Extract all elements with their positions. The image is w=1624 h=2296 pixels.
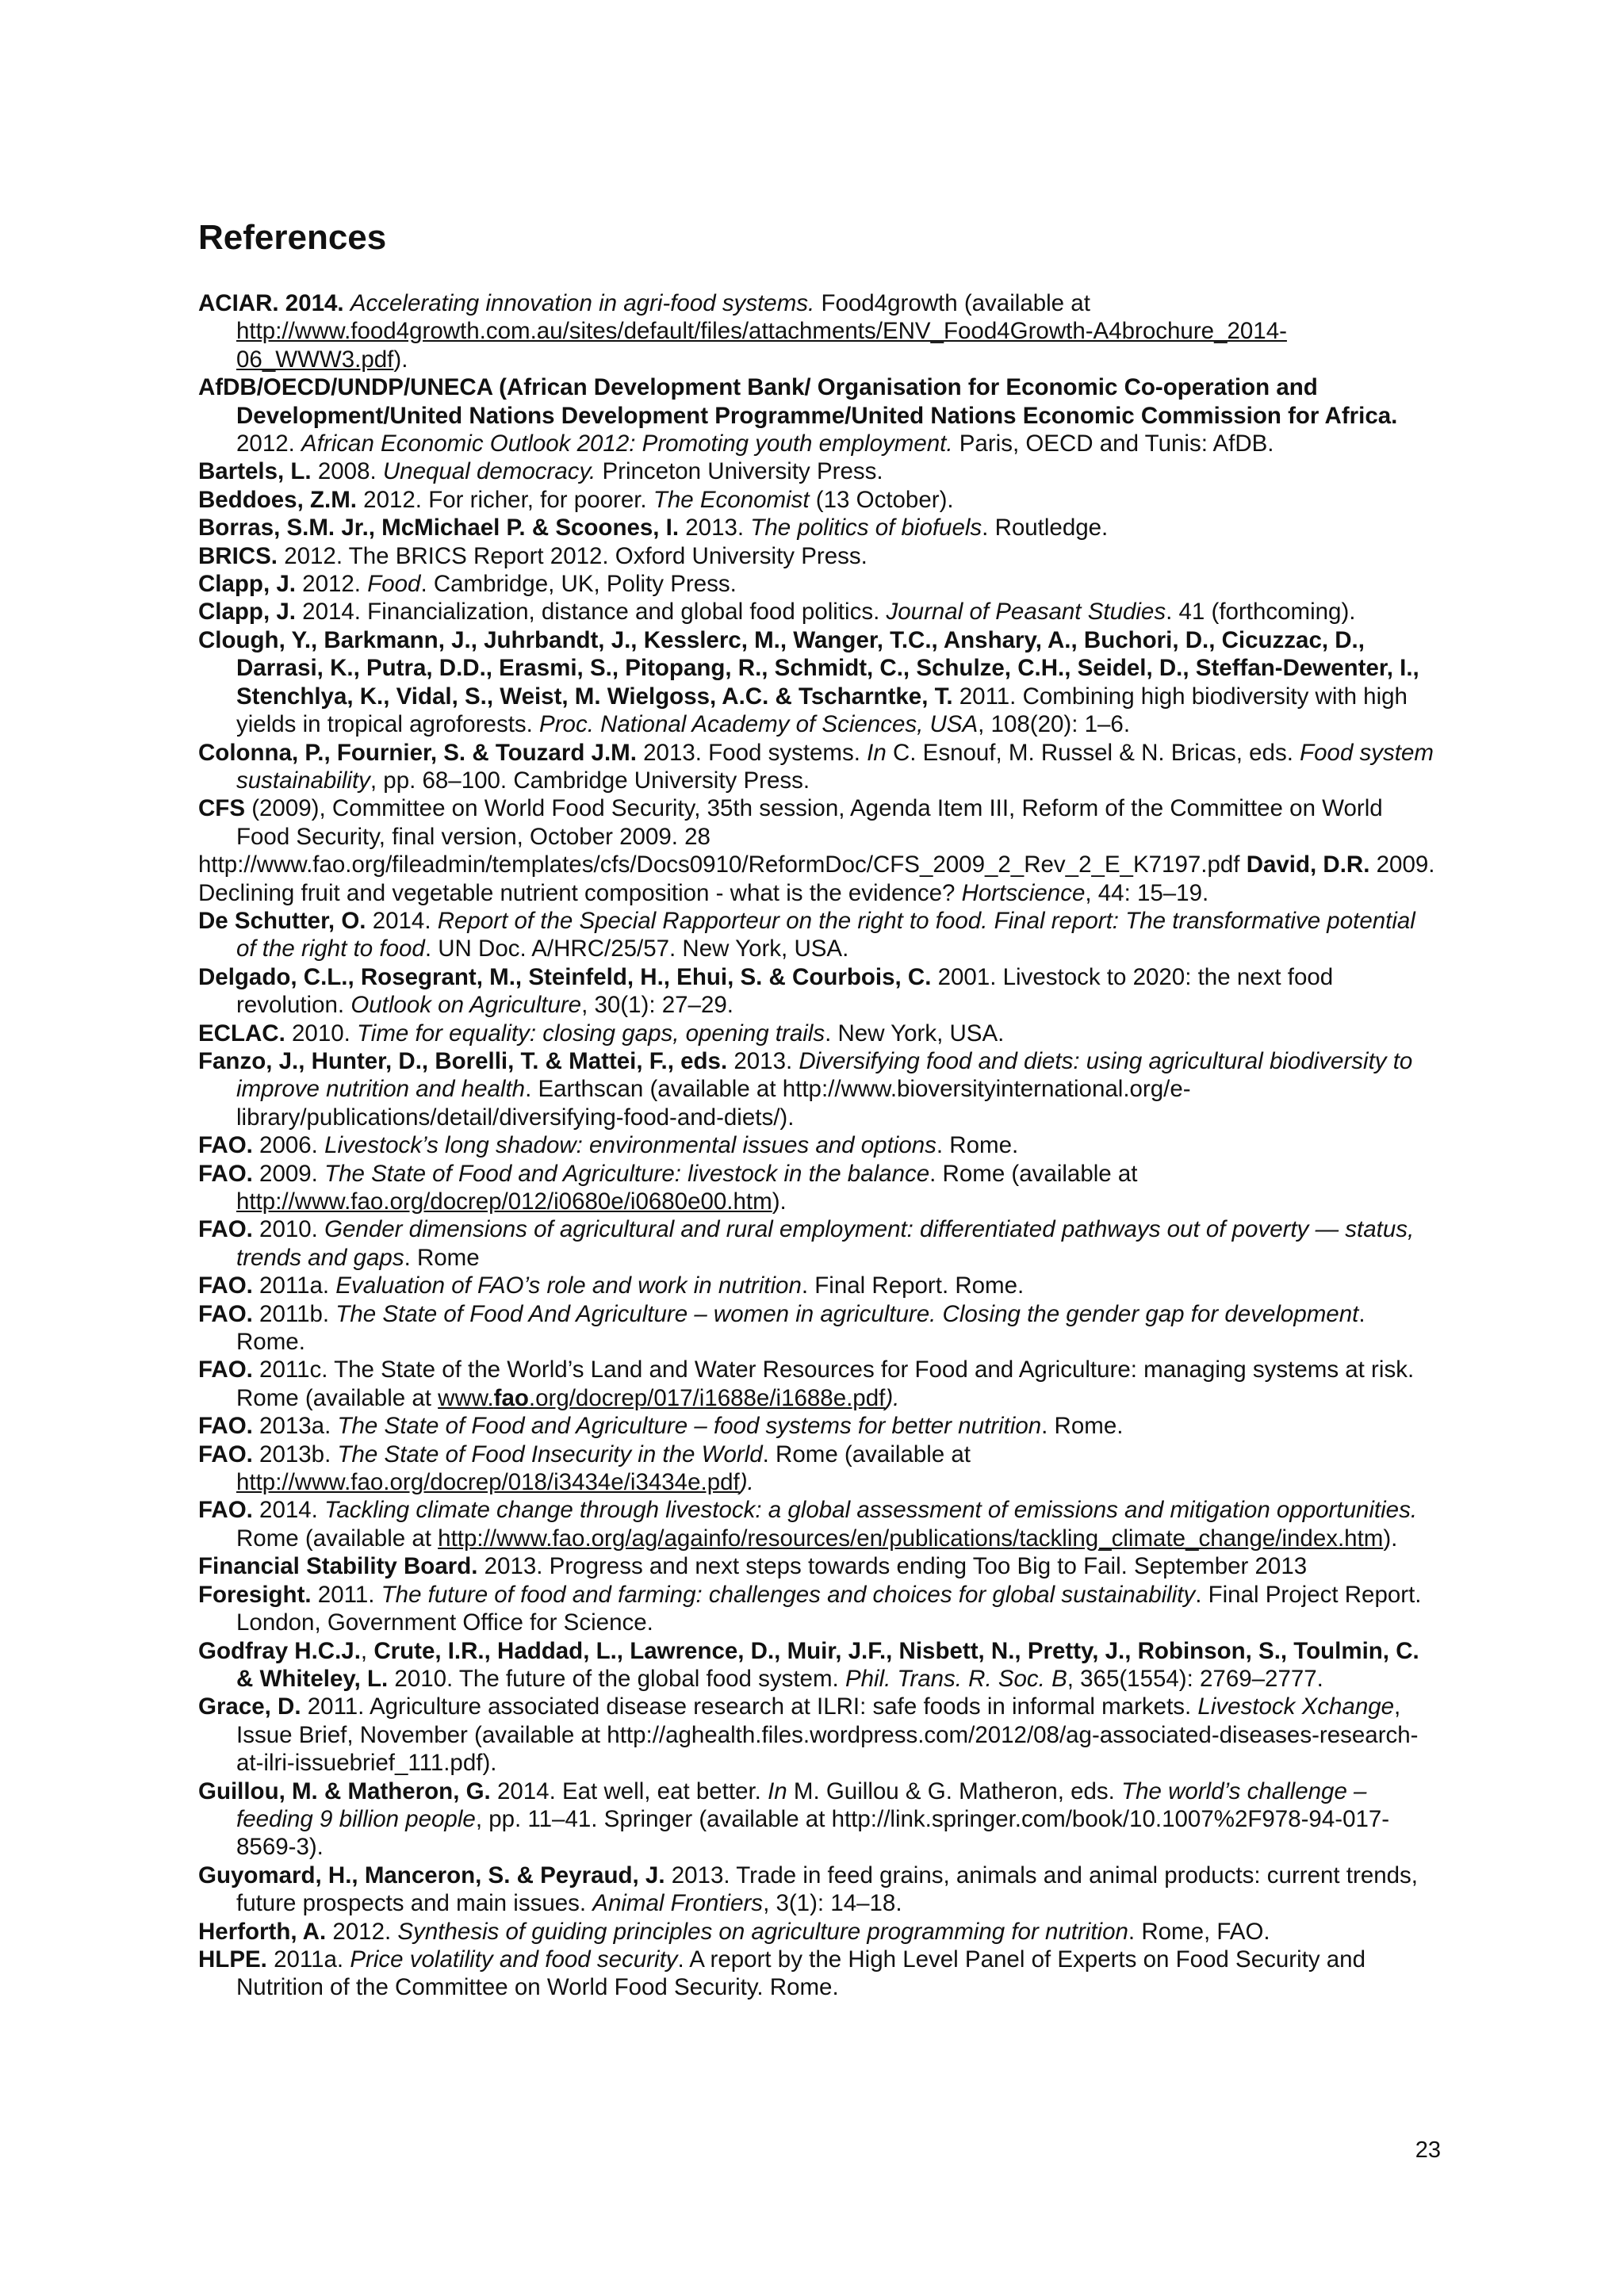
reference-author: FAO. (198, 1272, 253, 1299)
reference-author: BRICS. (198, 542, 278, 569)
reference-year: 2009. (259, 1160, 318, 1187)
reference-year: 2013. (733, 1047, 793, 1074)
reference-item (198, 542, 1435, 570)
reference-title: The State of Food And Agriculture – women in agriculture. Closing the gender gap for development (335, 1300, 1359, 1327)
reference-detail: M. Guillou & G. Matheron, eds. (793, 1777, 1115, 1804)
reference-title: Food system sustainability (236, 739, 1434, 794)
reference-title: Hortscience (961, 879, 1086, 906)
reference-item (198, 1862, 1435, 1918)
reference-year: 2012. For richer, for poorer. (363, 486, 647, 513)
reference-tail: ). (885, 1384, 900, 1411)
reference-author: Guyomard, H., Manceron, S. & Peyraud, J. (198, 1862, 665, 1888)
reference-detail: Paris, OECD and Tunis: AfDB. (959, 430, 1274, 457)
reference-link[interactable]: http://www.fao.org/ag/againfo/resources/en/publications/tackling_climate_change/index.htm (438, 1525, 1384, 1552)
reference-item (198, 626, 1435, 739)
reference-item (198, 289, 1435, 373)
reference-year: 2013. Food systems. (643, 739, 860, 766)
reference-author: ECLAC. (198, 1020, 285, 1047)
reference-author: De Schutter, O. (198, 907, 366, 934)
reference-author: Foresight. (198, 1581, 312, 1608)
reference-detail: . Final Report. Rome. (801, 1272, 1025, 1299)
reference-title: Outlook on Agriculture (350, 992, 582, 1019)
reference-title: Livestock’s long shadow: environmental issues and options (324, 1132, 936, 1159)
reference-year: 2010. (292, 1020, 350, 1047)
reference-link[interactable]: http://www.fao.org/docrep/012/i0680e/i0680e00.htm (236, 1188, 772, 1215)
reference-author: Herforth, A. (198, 1918, 327, 1945)
reference-year: 2006. (259, 1132, 318, 1159)
reference-item (198, 1777, 1435, 1862)
reference-author: Clapp, J. (198, 571, 296, 598)
reference-year: 2013. (685, 515, 745, 541)
reference-item (198, 1300, 1435, 1357)
reference-author: FAO. (198, 1132, 253, 1159)
reference-author: CFS (198, 795, 245, 822)
reference-detail: . UN Doc. A/HRC/25/57. New York, USA. (424, 936, 849, 962)
reference-detail: , 30(1): 27–29. (581, 992, 733, 1019)
reference-item (198, 373, 1435, 457)
reference-author: AfDB/OECD/UNDP/UNECA (African Development Bank/ Organisation for Economic Co-operation and Development/United Nations Development Programme/United Nations Economic Commission for Africa. (198, 374, 1398, 429)
reference-link[interactable]: www.fao.org/docrep/017/i1688e/i1688e.pdf (438, 1384, 886, 1411)
reference-item: Godfray H.C.J., Crute, I.R., Haddad, L., Lawrence, D., Muir, J.F., Nisbett, N., Pretty, J., Robinson, S., Toulmin, C. & Whiteley, L. 2010. The future of the global food system. Phil. Trans. R. Soc. B, 365(1554): 2769–2777. (198, 1637, 1419, 1692)
reference-detail: . Cambridge, UK, Polity Press. (420, 571, 737, 598)
reference-detail: , 365(1554): 2769–2777. (1067, 1665, 1323, 1692)
reference-title: The politics of biofuels (750, 515, 982, 541)
reference-year: 2001. Livestock to 2020: the next food revolution. (236, 963, 1334, 1019)
reference-detail: 2012. The BRICS Report 2012. Oxford University Press. (284, 542, 868, 569)
reference-detail: . Rome. (236, 1300, 1365, 1356)
reference-author: Crute, I.R., Haddad, L., Lawrence, D., Muir, J.F., Nisbett, N., Pretty, J., Robinson, S., Toulmin, C. & Whiteley, L. (236, 1637, 1419, 1692)
reference-list (198, 289, 1435, 2002)
reference-item (198, 1441, 1435, 1497)
reference-item (198, 598, 1435, 626)
reference-year: 2014. (372, 907, 431, 934)
reference-year: 2009. Declining fruit and vegetable nutrient composition - what is the evidence? (198, 851, 1435, 906)
reference-title: Diversifying food and diets: using agricultural biodiversity to improve nutrition and health (236, 1047, 1413, 1103)
reference-year: 2011. (317, 1581, 375, 1608)
reference-item (198, 739, 1435, 795)
reference-detail: , pp. 68–100. Cambridge University Press. (370, 767, 810, 794)
reference-item (198, 1131, 1435, 1159)
reference-year: 2013b. (259, 1441, 331, 1468)
reference-detail: . 41 (forthcoming). (1166, 599, 1356, 626)
reference-item (198, 907, 1435, 963)
reference-item (198, 1047, 1435, 1131)
reference-link[interactable]: http://www.fao.org/docrep/018/i3434e/i3434e.pdf (236, 1469, 740, 1496)
reference-link[interactable]: http://www.food4growth.com.au/sites/default/files/attachments/ENV_Food4Growth-A4brochure_2014-06_WWW3.pdf (236, 318, 1287, 373)
reference-detail: , 108(20): 1–6. (978, 711, 1131, 738)
reference-detail: , Issue Brief, November (available at http://aghealth.files.wordpress.com/2012/08/ag-associated-diseases-research-at-ilri-issuebrief_111.pdf). (236, 1693, 1419, 1777)
reference-item (198, 851, 1435, 907)
reference-year: 2013a. (259, 1413, 331, 1440)
reference-title: Synthesis of guiding principles on agriculture programming for nutrition (397, 1918, 1128, 1945)
reference-title: The State of Food and Agriculture: livestock in the balance (324, 1160, 930, 1187)
reference-year: 2011c. The State of the World’s Land and Water Resources for Food and Agriculture: managing systems at risk. Rome (available at (236, 1357, 1415, 1411)
reference-title: Tackling climate change through livestock: a global assessment of emissions and mitigation opportunities. (324, 1497, 1418, 1524)
page-number: 23 (1415, 2137, 1441, 2163)
reference-detail: Food4growth (available at (821, 290, 1090, 316)
reference-author: Delgado, C.L., Rosegrant, M., Steinfeld, H., Ehui, S. & Courbois, C. (198, 963, 932, 990)
reference-link: http://www.fao.org/fileadmin/templates/cfs/Docs0910/ReformDoc/CFS_2009_2_Rev_2_E_K7197.pdf (198, 851, 1240, 878)
reference-tail: ). (1383, 1525, 1398, 1552)
reference-author: FAO. (198, 1216, 253, 1243)
reference-tail: ). (393, 346, 408, 373)
reference-detail: , pp. 11–41. Springer (available at http://link.springer.com/book/10.1007%2F978-94-017-8569-3). (236, 1805, 1390, 1861)
reference-author: FAO. (198, 1160, 253, 1187)
reference-item (198, 1581, 1435, 1637)
reference-item (198, 486, 1435, 514)
reference-detail: . Rome. (1041, 1413, 1124, 1440)
reference-year: 2014. Eat well, eat better. (496, 1777, 761, 1804)
reference-tail: ). (739, 1469, 754, 1496)
reference-item (198, 1918, 1435, 1946)
reference-year: 2011b. (259, 1300, 330, 1327)
reference-author: David, D.R. (1246, 851, 1370, 878)
reference-year: 2011. Combining high biodiversity with high yields in tropical agroforests. (236, 683, 1408, 738)
reference-item (198, 963, 1435, 1020)
reference-title: Report of the Special Rapporteur on the right to food. Final report: The transformative potential of the right to food (236, 907, 1415, 962)
reference-detail: Princeton University Press. (602, 458, 883, 485)
reference-detail: Rome (available at (236, 1525, 431, 1552)
reference-detail: . Final Project Report. London, Government Office for Science. (236, 1581, 1422, 1636)
reference-year: 2012. (332, 1918, 392, 1945)
reference-item (198, 1946, 1435, 2002)
reference-detail: . Earthscan (available at http://www.bioversityinternational.org/e-library/publications/detail/diversifying-food-and-diets/). (236, 1076, 1191, 1131)
reference-title: Phil. Trans. R. Soc. B (845, 1665, 1067, 1692)
reference-item (198, 1496, 1435, 1552)
reference-author: HLPE. (198, 1946, 267, 1973)
reference-item (198, 1412, 1435, 1440)
reference-detail: . Rome. (936, 1132, 1019, 1159)
reference-detail: . New York, USA. (825, 1020, 1005, 1047)
reference-detail: . Routledge. (982, 515, 1109, 541)
reference-author: Guillou, M. & Matheron, G. (198, 1777, 491, 1804)
reference-author: Grace, D. (198, 1693, 301, 1720)
reference-author: Beddoes, Z.M. (198, 486, 357, 513)
reference-title: Journal of Peasant Studies (886, 599, 1166, 626)
reference-title: The State of Food Insecurity in the World (337, 1441, 763, 1468)
reference-author: ACIAR. 2014. (198, 290, 344, 316)
reference-author: FAO. (198, 1357, 253, 1383)
reference-detail: C. Esnouf, M. Russel & N. Bricas, eds. (892, 739, 1293, 766)
reference-title: African Economic Outlook 2012: Promoting youth employment. (301, 430, 953, 457)
reference-author: FAO. (198, 1441, 253, 1468)
reference-item (198, 1215, 1435, 1272)
reference-title: Animal Frontiers (592, 1890, 764, 1917)
reference-author: Clough, Y., Barkmann, J., Juhrbandt, J., Kesslerc, M., Wanger, T.C., Anshary, A., Buchori, D., Cicuzzac, D., Darrasi, K., Putra, D.D., Erasmi, S., Pitopang, R., Schmidt, C., Schulze, C.H., Seidel, D., Steffan-Dewenter, I., Stenchlya, K., Vidal, S., Weist, M. Wielgoss, A.C. & Tscharntke, T. (198, 626, 1419, 710)
reference-item (198, 457, 1435, 485)
reference-detail: . A report by the High Level Panel of Experts on Food Security and Nutrition of the Committee on World Food Security. Rome. (236, 1946, 1365, 2001)
reference-item (198, 1693, 1435, 1777)
page-title: References (198, 218, 387, 257)
reference-item (198, 1160, 1435, 1216)
reference-item (198, 1552, 1435, 1580)
reference-year: 2011a. (274, 1946, 344, 1973)
reference-title: Unequal democracy. (382, 458, 596, 485)
reference-detail: . Rome, FAO. (1128, 1918, 1270, 1945)
reference-year: 2010. (259, 1216, 318, 1243)
reference-title: Gender dimensions of agricultural and rural employment: differentiated pathways out of poverty — status, trends and gaps (236, 1216, 1415, 1271)
reference-detail: (13 October). (815, 486, 954, 513)
reference-year: 2014. (259, 1497, 318, 1524)
reference-detail: 2013. Progress and next steps towards ending Too Big to Fail. September 2013 (484, 1553, 1308, 1580)
reference-year: 2011. Agriculture associated disease research at ILRI: safe foods in informal markets. (307, 1693, 1192, 1720)
reference-author: Godfray H.C.J. (198, 1637, 361, 1664)
reference-title: Time for equality: closing gaps, opening trails (357, 1020, 825, 1047)
reference-year: 2012. (302, 571, 361, 598)
reference-year: 2008. (317, 458, 377, 485)
reference-year: 2013. Trade in feed grains, animals and animal products: current trends, future prospects and main issues. (236, 1862, 1418, 1917)
reference-item (198, 1272, 1435, 1299)
reference-tail: ). (772, 1188, 787, 1215)
reference-item (198, 1356, 1435, 1412)
reference-author: FAO. (198, 1497, 253, 1524)
reference-item (198, 794, 1435, 851)
reference-item (198, 570, 1435, 598)
reference-detail: . Rome (404, 1244, 480, 1271)
reference-author: Clapp, J. (198, 599, 296, 626)
reference-author: Financial Stability Board. (198, 1553, 478, 1580)
reference-author: Colonna, P., Fournier, S. & Touzard J.M. (198, 739, 637, 766)
reference-in: In (768, 1777, 787, 1804)
reference-title: Evaluation of FAO’s role and work in nutrition (335, 1272, 802, 1299)
reference-author: Fanzo, J., Hunter, D., Borelli, T. & Mattei, F., eds. (198, 1047, 728, 1074)
reference-title: The world’s challenge – feeding 9 billion people (236, 1777, 1367, 1832)
reference-detail: , 44: 15–19. (1085, 879, 1209, 906)
reference-author: Borras, S.M. Jr., McMichael P. & Scoones, I. (198, 515, 680, 541)
reference-detail: , 3(1): 14–18. (763, 1890, 902, 1917)
reference-year: 2012. (236, 430, 295, 457)
reference-title: Accelerating innovation in agri-food systems. (350, 290, 815, 316)
reference-year: 2011a. (259, 1272, 330, 1299)
reference-title: Livestock Xchange (1197, 1693, 1395, 1720)
reference-title: Food (367, 571, 421, 598)
reference-title: The State of Food and Agriculture – food systems for better nutrition (337, 1413, 1042, 1440)
reference-title: Price volatility and food security (350, 1946, 678, 1973)
reference-year: 2014. Financialization, distance and global food politics. (302, 599, 880, 626)
reference-title: Proc. National Academy of Sciences, USA (539, 711, 979, 738)
reference-item (198, 514, 1435, 541)
reference-detail: . Rome (available at (762, 1441, 971, 1468)
reference-detail: . Rome (available at (929, 1160, 1138, 1187)
reference-year: 2010. The future of the global food system. (394, 1665, 839, 1692)
reference-in: In (867, 739, 887, 766)
reference-author: FAO. (198, 1413, 253, 1440)
reference-item (198, 1020, 1435, 1047)
reference-author: FAO. (198, 1300, 253, 1327)
reference-title: The Economist (653, 486, 810, 513)
reference-title: The future of food and farming: challenges and choices for global sustainability (381, 1581, 1196, 1608)
reference-author: Bartels, L. (198, 458, 312, 485)
reference-detail: (2009), Committee on World Food Security, 35th session, Agenda Item III, Reform of the Committee on World Food Security, final version, October 2009. 28 (236, 795, 1383, 850)
